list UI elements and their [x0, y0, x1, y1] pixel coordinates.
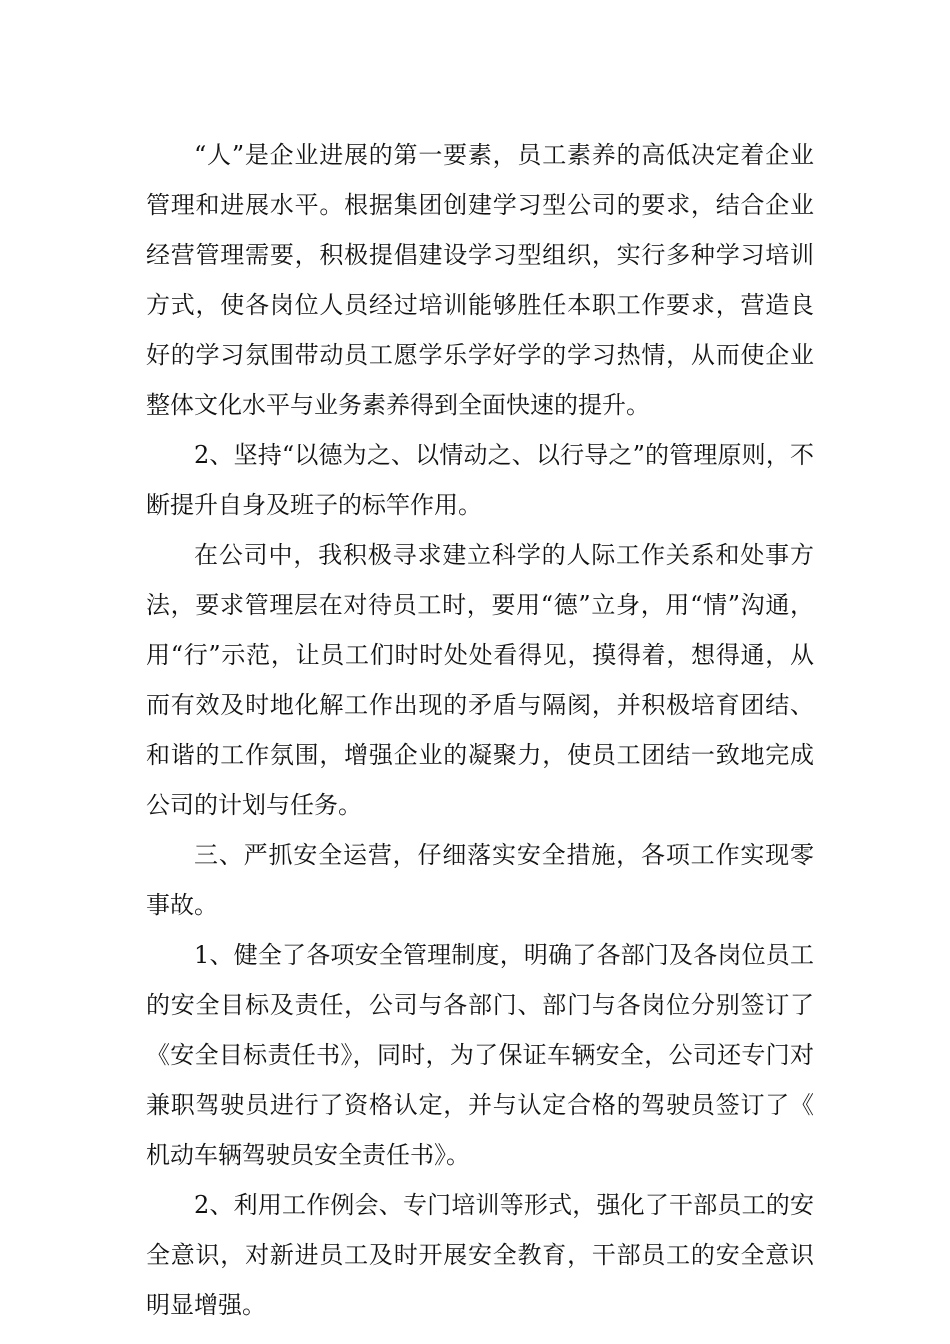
paragraph-6: 2、利用工作例会、专门培训等形式，强化了干部员工的安全意识，对新进员工及时开展安全教育，干部员工的安全意识明显增强。 — [146, 1191, 814, 1319]
paragraph-3: 在公司中，我积极寻求建立科学的人际工作关系和处事方法，要求管理层在对待员工时，要用“德”立身，用“情”沟通，用“行”示范，让员工们时时处处看得见，摸得着，想得通，从而有效及时地化解工作出现的矛盾与隔阂，并积极培育团结、和谐的工作氛围，增强企业的凝聚力，使员工团结一致地完成公司的计划与任务。 — [146, 541, 814, 819]
paragraph-5: 1、健全了各项安全管理制度，明确了各部门及各岗位员工的安全目标及责任，公司与各部门、部门与各岗位分别签订了《安全目标责任书》，同时，为了保证车辆安全，公司还专门对兼职驾驶员进行了资格认定，并与认定合格的驾驶员签订了《机动车辆驾驶员安全责任书》。 — [146, 941, 814, 1169]
section-heading-3: 三、严抓安全运营，仔细落实安全措施，各项工作实现零事故。 — [146, 841, 814, 919]
paragraph-1: “人”是企业进展的第一要素，员工素养的高低决定着企业管理和进展水平。根据集团创建学习型公司的要求，结合企业经营管理需要，积极提倡建设学习型组织，实行多种学习培训方式，使各岗位人员经过培训能够胜任本职工作要求，营造良好的学习氛围带动员工愿学乐学好学的学习热情，从而使企业整体文化水平与业务素养得到全面快速的提升。 — [146, 141, 814, 419]
document-body — [146, 130, 814, 1330]
paragraph-2: 2、坚持“以德为之、以情动之、以行导之”的管理原则，不断提升自身及班子的标竿作用。 — [146, 441, 814, 519]
